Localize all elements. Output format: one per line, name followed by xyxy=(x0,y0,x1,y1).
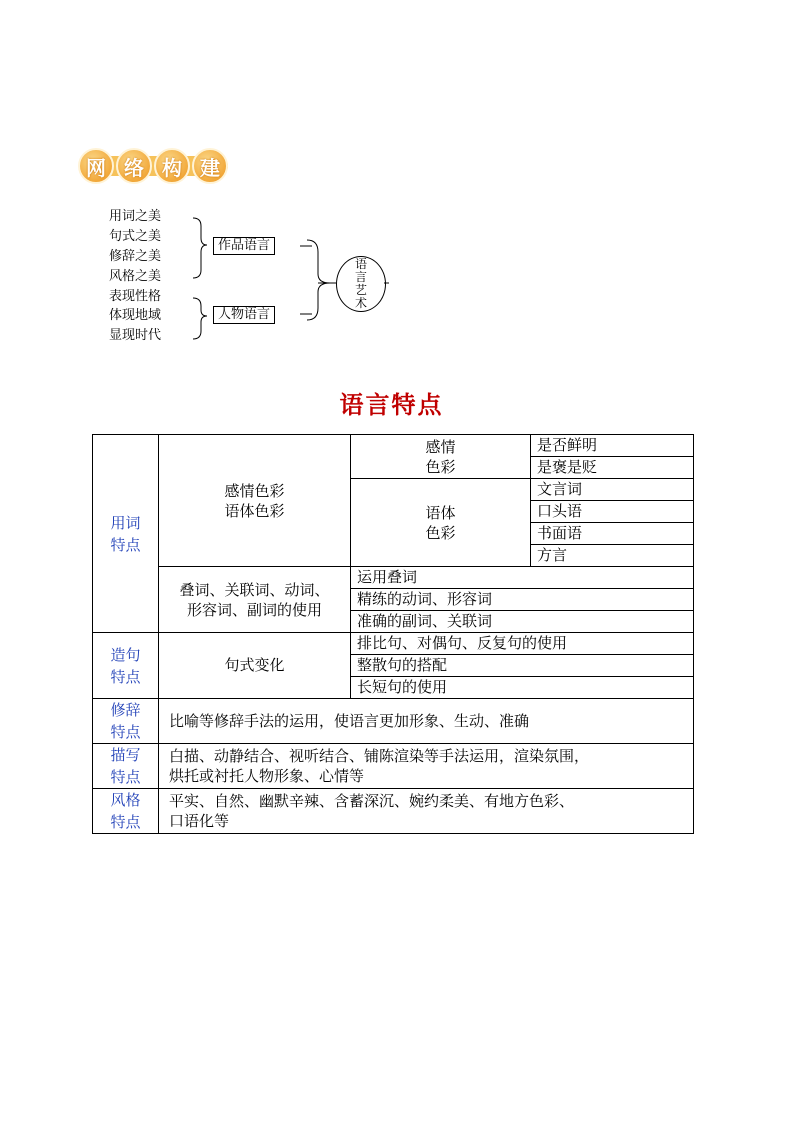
badge-char: 构 xyxy=(154,148,190,184)
subcategory-cell xyxy=(159,435,351,567)
subcategory-cell: 句式变化 xyxy=(159,633,351,699)
table-cell xyxy=(159,789,694,834)
mind-map-center xyxy=(336,256,386,312)
table-cell: 是否鲜明 xyxy=(531,435,694,457)
badge-char: 网 xyxy=(78,148,114,184)
category-label: 造句 xyxy=(110,645,141,664)
mind-map-item: 显现时代 xyxy=(109,328,162,343)
table-row xyxy=(93,789,694,834)
center-char: 术 xyxy=(354,296,367,310)
center-char: 语 xyxy=(354,257,367,271)
category-cell xyxy=(93,435,159,633)
table-cell: 长短句的使用 xyxy=(351,677,694,699)
table-cell: 书面语 xyxy=(531,523,694,545)
table-cell xyxy=(159,744,694,789)
table-cell: 方言 xyxy=(531,545,694,567)
table-cell-line: 口语化等 xyxy=(169,812,230,830)
mind-map-item: 用词之美 xyxy=(109,209,162,224)
mind-map-box: 人物语言 xyxy=(213,306,275,324)
subcategory-label: 形容词、副词的使用 xyxy=(186,600,322,619)
mind-map-item: 修辞之美 xyxy=(109,249,162,264)
subcategory-label: 色彩 xyxy=(425,523,456,542)
table-row xyxy=(93,435,694,457)
category-cell xyxy=(93,744,159,789)
language-features-table xyxy=(92,434,694,834)
table-cell: 口头语 xyxy=(531,501,694,523)
table-row xyxy=(93,633,694,655)
center-char: 言 xyxy=(354,270,367,284)
category-cell xyxy=(93,633,159,699)
category-cell xyxy=(93,789,159,834)
table-cell-line: 白描、动静结合、视听结合、铺陈渲染等手法运用，渲染氛围， xyxy=(169,747,590,765)
badge-char: 络 xyxy=(116,148,152,184)
category-label: 特点 xyxy=(110,813,141,831)
table-cell: 整散句的搭配 xyxy=(351,655,694,677)
mind-map-item: 风格之美 xyxy=(109,269,162,284)
table-row xyxy=(93,699,694,744)
category-cell xyxy=(93,699,159,744)
subcategory-label: 色彩 xyxy=(425,457,456,476)
mind-map-item: 表现性格 xyxy=(109,289,162,304)
subcategory-label: 叠词、关联词、动词、 xyxy=(179,580,330,599)
subcategory-label: 感情 xyxy=(425,437,456,456)
category-label: 用词 xyxy=(110,513,141,532)
mind-map-item: 体现地域 xyxy=(109,308,162,323)
table-row xyxy=(93,567,694,589)
table-cell-line: 平实、自然、幽默辛辣、含蓄深沉、婉约柔美、有地方色彩、 xyxy=(169,792,575,810)
category-label: 特点 xyxy=(110,723,141,741)
center-char: 艺 xyxy=(354,283,367,297)
badge-char: 建 xyxy=(192,148,228,184)
subcategory-label: 语体 xyxy=(425,503,456,522)
category-label: 特点 xyxy=(110,768,141,786)
subcategory-cell xyxy=(159,567,351,633)
table-cell: 是褒是贬 xyxy=(531,457,694,479)
category-label: 特点 xyxy=(110,667,141,686)
table-row xyxy=(93,744,694,789)
category-label: 描写 xyxy=(110,746,141,764)
section-title: 语言特点 xyxy=(339,391,444,419)
table-cell: 精练的动词、形容词 xyxy=(351,589,694,611)
subcategory-cell xyxy=(351,435,531,479)
table-cell: 排比句、对偶句、反复句的使用 xyxy=(351,633,694,655)
mind-map-box: 作品语言 xyxy=(213,237,275,255)
table-cell: 运用叠词 xyxy=(351,567,694,589)
subcategory-cell xyxy=(351,479,531,567)
subcategory-label: 语体色彩 xyxy=(224,501,285,520)
category-label: 风格 xyxy=(110,791,141,809)
table-cell: 比喻等修辞手法的运用，使语言更加形象、生动、准确 xyxy=(159,699,694,744)
subcategory-label: 感情色彩 xyxy=(224,481,285,500)
table-cell: 准确的副词、关联词 xyxy=(351,611,694,633)
category-label: 修辞 xyxy=(110,701,141,719)
table-cell-line: 烘托或衬托人物形象、心情等 xyxy=(169,767,365,785)
mind-map-item: 句式之美 xyxy=(109,229,162,244)
table-cell: 文言词 xyxy=(531,479,694,501)
category-label: 特点 xyxy=(110,535,141,554)
